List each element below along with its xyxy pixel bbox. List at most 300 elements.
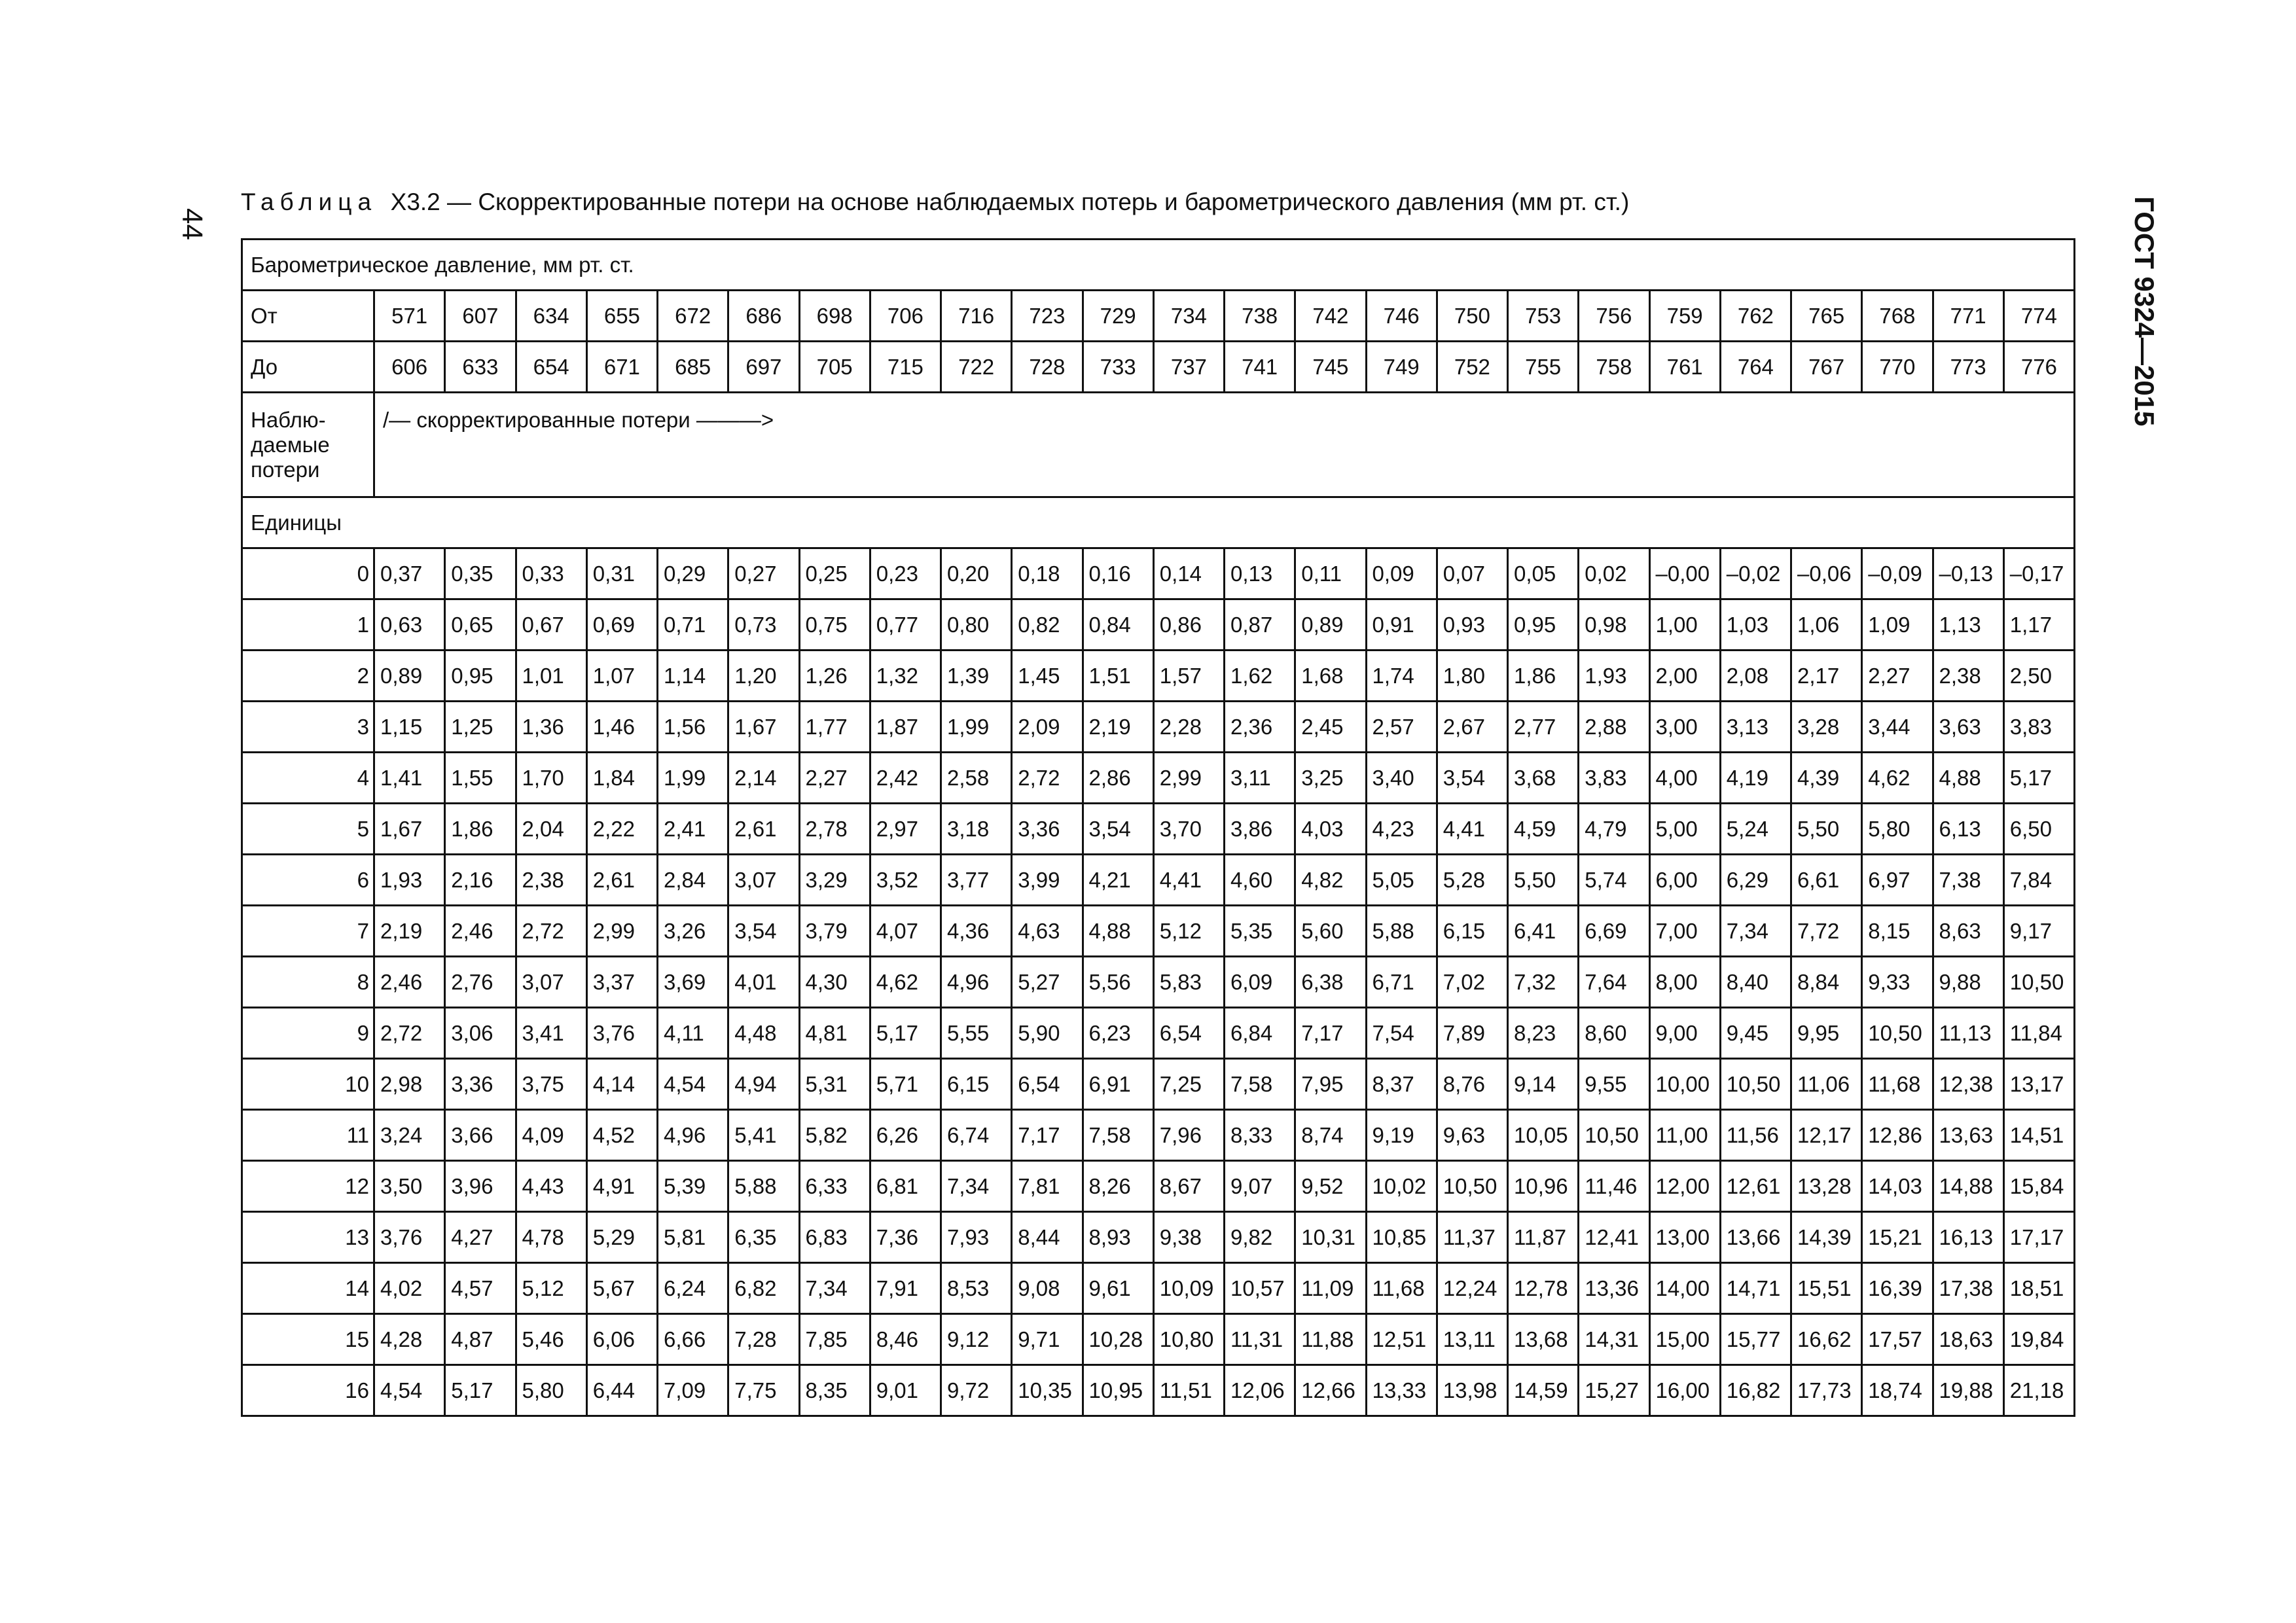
corrected-loss-cell: 5,12 bbox=[516, 1263, 586, 1314]
corrected-loss-cell: 2,58 bbox=[941, 753, 1012, 804]
corrected-loss-cell: 3,07 bbox=[516, 957, 586, 1008]
corrected-loss-cell: 1,86 bbox=[1508, 651, 1579, 702]
corrected-loss-cell: 5,88 bbox=[1366, 906, 1437, 957]
corrected-loss-cell: 7,64 bbox=[1579, 957, 1649, 1008]
corrected-loss-cell: 1,55 bbox=[445, 753, 516, 804]
row-units-value: 9 bbox=[242, 1008, 374, 1059]
corrected-loss-cell: 18,74 bbox=[1862, 1365, 1933, 1416]
from-label: От bbox=[242, 291, 374, 342]
corrected-loss-cell: 5,90 bbox=[1012, 1008, 1083, 1059]
to-value: 752 bbox=[1437, 342, 1507, 393]
corrected-loss-cell: 0,18 bbox=[1012, 548, 1083, 599]
corrected-loss-cell: 13,98 bbox=[1437, 1365, 1507, 1416]
observed-label bbox=[242, 393, 374, 497]
to-value: 606 bbox=[374, 342, 445, 393]
corrected-loss-cell: 4,62 bbox=[1862, 753, 1933, 804]
corrected-loss-cell: 2,76 bbox=[445, 957, 516, 1008]
units-row bbox=[242, 497, 2075, 548]
corrected-loss-cell: 4,09 bbox=[516, 1110, 586, 1161]
corrected-loss-cell: 10,80 bbox=[1153, 1314, 1224, 1365]
corrected-loss-cell: 2,98 bbox=[374, 1059, 445, 1110]
corrected-loss-cell: 3,00 bbox=[1649, 702, 1720, 753]
corrected-loss-cell: 12,41 bbox=[1579, 1212, 1649, 1263]
corrected-loss-cell: 2,46 bbox=[445, 906, 516, 957]
corrected-loss-cell: 4,78 bbox=[516, 1212, 586, 1263]
corrected-loss-cell: 4,43 bbox=[516, 1161, 586, 1212]
corrected-loss-cell: 4,11 bbox=[658, 1008, 728, 1059]
corrected-loss-cell: 5,60 bbox=[1295, 906, 1366, 957]
corrected-loss-cell: 4,00 bbox=[1649, 753, 1720, 804]
corrected-loss-cell: 2,72 bbox=[1012, 753, 1083, 804]
corrected-loss-cell: 1,51 bbox=[1083, 651, 1153, 702]
corrected-loss-cell: 1,99 bbox=[941, 702, 1012, 753]
corrected-loss-cell: 9,71 bbox=[1012, 1314, 1083, 1365]
corrected-loss-cell: 13,17 bbox=[2003, 1059, 2074, 1110]
corrected-loss-cell: 12,51 bbox=[1366, 1314, 1437, 1365]
corrected-loss-cell: 13,33 bbox=[1366, 1365, 1437, 1416]
corrected-loss-cell: 2,17 bbox=[1791, 651, 1862, 702]
corrected-loss-cell: 6,54 bbox=[1012, 1059, 1083, 1110]
corrected-loss-cell: 13,66 bbox=[1720, 1212, 1791, 1263]
from-value: 759 bbox=[1649, 291, 1720, 342]
caption-prefix: Таблица bbox=[241, 188, 378, 215]
to-value: 705 bbox=[799, 342, 870, 393]
to-value: 758 bbox=[1579, 342, 1649, 393]
corrected-loss-cell: 10,28 bbox=[1083, 1314, 1153, 1365]
table-row bbox=[242, 1212, 2075, 1263]
corrected-loss-cell: 8,76 bbox=[1437, 1059, 1507, 1110]
table-row bbox=[242, 753, 2075, 804]
corrected-loss-cell: 7,34 bbox=[1720, 906, 1791, 957]
corrected-loss-cell: 9,55 bbox=[1579, 1059, 1649, 1110]
table-row bbox=[242, 957, 2075, 1008]
corrected-loss-cell: 3,68 bbox=[1508, 753, 1579, 804]
corrected-loss-cell: 5,39 bbox=[658, 1161, 728, 1212]
corrected-loss-cell: 3,76 bbox=[374, 1212, 445, 1263]
corrected-loss-cell: 0,09 bbox=[1366, 548, 1437, 599]
corrected-loss-cell: 1,93 bbox=[374, 855, 445, 906]
corrected-loss-cell: 3,75 bbox=[516, 1059, 586, 1110]
to-value: 722 bbox=[941, 342, 1012, 393]
from-value: 706 bbox=[870, 291, 941, 342]
corrected-loss-cell: 11,06 bbox=[1791, 1059, 1862, 1110]
corrected-loss-cell: 7,36 bbox=[870, 1212, 941, 1263]
from-value: 686 bbox=[728, 291, 799, 342]
corrected-loss-cell: 10,00 bbox=[1649, 1059, 1720, 1110]
corrected-loss-cell: 3,66 bbox=[445, 1110, 516, 1161]
corrected-loss-cell: 10,95 bbox=[1083, 1365, 1153, 1416]
corrected-loss-cell: 13,36 bbox=[1579, 1263, 1649, 1314]
corrected-loss-cell: 7,38 bbox=[1933, 855, 2003, 906]
from-value: 738 bbox=[1225, 291, 1295, 342]
corrected-loss-cell: 11,68 bbox=[1862, 1059, 1933, 1110]
corrected-loss-cell: 2,27 bbox=[1862, 651, 1933, 702]
corrected-loss-cell: 4,96 bbox=[658, 1110, 728, 1161]
corrected-loss-cell: 8,46 bbox=[870, 1314, 941, 1365]
corrected-loss-cell: 2,38 bbox=[516, 855, 586, 906]
corrected-loss-cell: 3,11 bbox=[1225, 753, 1295, 804]
to-value: 749 bbox=[1366, 342, 1437, 393]
row-units-value: 0 bbox=[242, 548, 374, 599]
corrected-loss-cell: 2,72 bbox=[374, 1008, 445, 1059]
corrected-loss-cell: 9,72 bbox=[941, 1365, 1012, 1416]
from-row bbox=[242, 291, 2075, 342]
to-value: 633 bbox=[445, 342, 516, 393]
corrected-loss-cell: 2,41 bbox=[658, 804, 728, 855]
corrected-loss-cell: 1,03 bbox=[1720, 599, 1791, 651]
row-units-value: 8 bbox=[242, 957, 374, 1008]
corrected-loss-cell: 1,39 bbox=[941, 651, 1012, 702]
corrected-loss-cell: 1,36 bbox=[516, 702, 586, 753]
corrected-loss-cell: 7,85 bbox=[799, 1314, 870, 1365]
corrected-loss-cell: 5,00 bbox=[1649, 804, 1720, 855]
corrected-loss-cell: –0,02 bbox=[1720, 548, 1791, 599]
corrected-loss-cell: 3,77 bbox=[941, 855, 1012, 906]
corrected-loss-cell: 8,35 bbox=[799, 1365, 870, 1416]
corrected-loss-cell: 13,00 bbox=[1649, 1212, 1720, 1263]
corrected-loss-cell: 9,33 bbox=[1862, 957, 1933, 1008]
from-value: 742 bbox=[1295, 291, 1366, 342]
corrected-loss-cell: 4,28 bbox=[374, 1314, 445, 1365]
corrected-loss-cell: 3,26 bbox=[658, 906, 728, 957]
corrected-loss-cell: 3,44 bbox=[1862, 702, 1933, 753]
corrected-loss-cell: 5,31 bbox=[799, 1059, 870, 1110]
corrected-loss-cell: 7,34 bbox=[941, 1161, 1012, 1212]
corrected-loss-cell: 6,23 bbox=[1083, 1008, 1153, 1059]
from-value: 768 bbox=[1862, 291, 1933, 342]
corrected-loss-cell: 11,09 bbox=[1295, 1263, 1366, 1314]
to-value: 671 bbox=[586, 342, 657, 393]
corrected-loss-cell: 2,61 bbox=[728, 804, 799, 855]
table-row bbox=[242, 1161, 2075, 1212]
corrected-loss-cell: 9,17 bbox=[2003, 906, 2074, 957]
corrected-loss-cell: 12,86 bbox=[1862, 1110, 1933, 1161]
corrected-loss-cell: 6,84 bbox=[1225, 1008, 1295, 1059]
corrected-loss-cell: 7,32 bbox=[1508, 957, 1579, 1008]
corrected-loss-cell: 0,05 bbox=[1508, 548, 1579, 599]
observed-label-line: Наблю- bbox=[251, 408, 326, 432]
from-value: 771 bbox=[1933, 291, 2003, 342]
corrected-loss-cell: 3,69 bbox=[658, 957, 728, 1008]
corrected-loss-cell: 6,50 bbox=[2003, 804, 2074, 855]
corrected-loss-cell: 17,73 bbox=[1791, 1365, 1862, 1416]
corrected-loss-cell: 17,57 bbox=[1862, 1314, 1933, 1365]
to-value: 737 bbox=[1153, 342, 1224, 393]
corrected-loss-cell: 14,51 bbox=[2003, 1110, 2074, 1161]
corrected-label: /— скорректированные потери ———> bbox=[374, 393, 2075, 497]
corrected-loss-cell: 10,50 bbox=[1579, 1110, 1649, 1161]
corrected-loss-cell: 4,91 bbox=[586, 1161, 657, 1212]
corrected-loss-cell: 5,67 bbox=[586, 1263, 657, 1314]
corrected-loss-cell: 0,25 bbox=[799, 548, 870, 599]
corrected-loss-cell: 5,82 bbox=[799, 1110, 870, 1161]
corrected-loss-cell: 5,50 bbox=[1508, 855, 1579, 906]
corrected-loss-cell: 3,36 bbox=[445, 1059, 516, 1110]
corrected-loss-cell: 7,93 bbox=[941, 1212, 1012, 1263]
corrected-loss-cell: 12,61 bbox=[1720, 1161, 1791, 1212]
corrected-loss-cell: 12,78 bbox=[1508, 1263, 1579, 1314]
corrected-loss-cell: 16,13 bbox=[1933, 1212, 2003, 1263]
corrected-loss-cell: 3,28 bbox=[1791, 702, 1862, 753]
corrected-loss-cell: 10,09 bbox=[1153, 1263, 1224, 1314]
corrected-loss-cell: 0,87 bbox=[1225, 599, 1295, 651]
corrected-loss-cell: 3,99 bbox=[1012, 855, 1083, 906]
row-units-value: 2 bbox=[242, 651, 374, 702]
corrected-loss-cell: 11,13 bbox=[1933, 1008, 2003, 1059]
corrected-loss-cell: 8,15 bbox=[1862, 906, 1933, 957]
to-value: 728 bbox=[1012, 342, 1083, 393]
corrected-loss-cell: 2,27 bbox=[799, 753, 870, 804]
corrected-loss-cell: 4,41 bbox=[1153, 855, 1224, 906]
corrected-loss-cell: 6,38 bbox=[1295, 957, 1366, 1008]
from-value: 723 bbox=[1012, 291, 1083, 342]
row-units-value: 16 bbox=[242, 1365, 374, 1416]
observed-label-line: потери bbox=[251, 457, 320, 482]
corrected-loss-cell: 6,29 bbox=[1720, 855, 1791, 906]
corrected-loss-cell: 14,03 bbox=[1862, 1161, 1933, 1212]
corrected-loss-cell: 1,86 bbox=[445, 804, 516, 855]
corrected-loss-cell: 2,78 bbox=[799, 804, 870, 855]
corrected-loss-cell: 5,27 bbox=[1012, 957, 1083, 1008]
corrected-loss-cell: 4,21 bbox=[1083, 855, 1153, 906]
corrected-loss-cell: 1,87 bbox=[870, 702, 941, 753]
corrected-loss-cell: 6,83 bbox=[799, 1212, 870, 1263]
corrected-loss-cell: 11,68 bbox=[1366, 1263, 1437, 1314]
to-value: 654 bbox=[516, 342, 586, 393]
corrected-loss-cell: 0,95 bbox=[1508, 599, 1579, 651]
row-units-value: 1 bbox=[242, 599, 374, 651]
table-row bbox=[242, 548, 2075, 599]
corrected-loss-cell: 8,23 bbox=[1508, 1008, 1579, 1059]
corrected-loss-cell: 6,69 bbox=[1579, 906, 1649, 957]
corrected-loss-cell: 3,36 bbox=[1012, 804, 1083, 855]
corrected-loss-cell: 9,12 bbox=[941, 1314, 1012, 1365]
corrected-loss-cell: 2,14 bbox=[728, 753, 799, 804]
corrected-loss-cell: 1,01 bbox=[516, 651, 586, 702]
corrected-loss-cell: 13,28 bbox=[1791, 1161, 1862, 1212]
corrected-loss-cell: 2,72 bbox=[516, 906, 586, 957]
header-title: Барометрическое давление, мм рт. ст. bbox=[242, 240, 2075, 291]
corrected-loss-cell: 8,93 bbox=[1083, 1212, 1153, 1263]
corrected-loss-cell: 3,18 bbox=[941, 804, 1012, 855]
corrected-loss-cell: 5,24 bbox=[1720, 804, 1791, 855]
corrected-loss-cell: 3,54 bbox=[728, 906, 799, 957]
corrected-loss-cell: 3,83 bbox=[2003, 702, 2074, 753]
corrected-loss-cell: 10,96 bbox=[1508, 1161, 1579, 1212]
to-value: 770 bbox=[1862, 342, 1933, 393]
corrected-loss-cell: 6,41 bbox=[1508, 906, 1579, 957]
from-value: 734 bbox=[1153, 291, 1224, 342]
corrected-loss-cell: 2,19 bbox=[374, 906, 445, 957]
corrected-loss-cell: 8,60 bbox=[1579, 1008, 1649, 1059]
corrected-loss-cell: 1,62 bbox=[1225, 651, 1295, 702]
row-units-value: 13 bbox=[242, 1212, 374, 1263]
corrected-loss-cell: 7,58 bbox=[1083, 1110, 1153, 1161]
corrected-loss-cell: 8,74 bbox=[1295, 1110, 1366, 1161]
corrected-loss-cell: 1,68 bbox=[1295, 651, 1366, 702]
corrected-loss-cell: 3,79 bbox=[799, 906, 870, 957]
corrected-loss-cell: 7,72 bbox=[1791, 906, 1862, 957]
corrected-loss-cell: 3,76 bbox=[586, 1008, 657, 1059]
corrected-loss-cell: 2,45 bbox=[1295, 702, 1366, 753]
corrected-loss-cell: 9,38 bbox=[1153, 1212, 1224, 1263]
corrected-loss-cell: 9,61 bbox=[1083, 1263, 1153, 1314]
corrected-loss-cell: 1,26 bbox=[799, 651, 870, 702]
corrected-loss-cell: 12,06 bbox=[1225, 1365, 1295, 1416]
to-value: 764 bbox=[1720, 342, 1791, 393]
corrected-loss-cell: 1,06 bbox=[1791, 599, 1862, 651]
from-value: 698 bbox=[799, 291, 870, 342]
corrected-loss-cell: 12,00 bbox=[1649, 1161, 1720, 1212]
corrected-loss-cell: 6,33 bbox=[799, 1161, 870, 1212]
corrected-loss-cell: 0,63 bbox=[374, 599, 445, 651]
from-value: 607 bbox=[445, 291, 516, 342]
corrected-loss-cell: 11,56 bbox=[1720, 1110, 1791, 1161]
corrected-loss-cell: 5,74 bbox=[1579, 855, 1649, 906]
corrected-loss-cell: 5,17 bbox=[445, 1365, 516, 1416]
corrected-loss-cell: 0,37 bbox=[374, 548, 445, 599]
corrected-loss-cell: 5,88 bbox=[728, 1161, 799, 1212]
corrected-loss-cell: 17,17 bbox=[2003, 1212, 2074, 1263]
corrected-loss-cell: 6,97 bbox=[1862, 855, 1933, 906]
to-value: 773 bbox=[1933, 342, 2003, 393]
corrected-loss-cell: –0,09 bbox=[1862, 548, 1933, 599]
corrected-loss-cell: 0,77 bbox=[870, 599, 941, 651]
from-value: 762 bbox=[1720, 291, 1791, 342]
corrected-loss-cell: 8,26 bbox=[1083, 1161, 1153, 1212]
corrected-loss-cell: 18,63 bbox=[1933, 1314, 2003, 1365]
corrected-loss-cell: 3,50 bbox=[374, 1161, 445, 1212]
corrected-loss-cell: 16,39 bbox=[1862, 1263, 1933, 1314]
to-value: 767 bbox=[1791, 342, 1862, 393]
table-row bbox=[242, 1059, 2075, 1110]
corrected-loss-cell: 5,71 bbox=[870, 1059, 941, 1110]
corrected-loss-cell: 4,07 bbox=[870, 906, 941, 957]
corrected-loss-cell: 2,61 bbox=[586, 855, 657, 906]
corrected-loss-cell: 4,79 bbox=[1579, 804, 1649, 855]
page-number: 44 bbox=[176, 208, 208, 240]
corrected-loss-cell: 2,09 bbox=[1012, 702, 1083, 753]
corrected-loss-cell: 10,35 bbox=[1012, 1365, 1083, 1416]
corrected-loss-cell: 14,88 bbox=[1933, 1161, 2003, 1212]
row-units-value: 10 bbox=[242, 1059, 374, 1110]
corrected-loss-cell: 4,59 bbox=[1508, 804, 1579, 855]
corrected-loss-cell: 11,37 bbox=[1437, 1212, 1507, 1263]
corrected-loss-cell: 0,82 bbox=[1012, 599, 1083, 651]
corrected-loss-cell: 4,81 bbox=[799, 1008, 870, 1059]
corrected-loss-cell: 0,11 bbox=[1295, 548, 1366, 599]
corrected-loss-cell: 15,77 bbox=[1720, 1314, 1791, 1365]
corrected-loss-cell: 5,12 bbox=[1153, 906, 1224, 957]
row-units-value: 6 bbox=[242, 855, 374, 906]
corrected-loss-cell: 1,67 bbox=[374, 804, 445, 855]
corrected-loss-cell: 3,86 bbox=[1225, 804, 1295, 855]
corrected-loss-cell: 9,63 bbox=[1437, 1110, 1507, 1161]
corrected-loss-cell: 0,29 bbox=[658, 548, 728, 599]
observed-label-line: даемые bbox=[251, 433, 330, 457]
corrected-loss-cell: 5,80 bbox=[1862, 804, 1933, 855]
corrected-loss-cell: 1,93 bbox=[1579, 651, 1649, 702]
corrected-loss-cell: 3,29 bbox=[799, 855, 870, 906]
corrected-loss-cell: 1,80 bbox=[1437, 651, 1507, 702]
table-row bbox=[242, 651, 2075, 702]
corrected-loss-cell: 3,54 bbox=[1083, 804, 1153, 855]
corrected-loss-cell: 4,82 bbox=[1295, 855, 1366, 906]
corrected-loss-cell: 0,67 bbox=[516, 599, 586, 651]
table-row bbox=[242, 599, 2075, 651]
corrected-loss-cell: 6,91 bbox=[1083, 1059, 1153, 1110]
corrected-loss-cell: 5,81 bbox=[658, 1212, 728, 1263]
from-value: 774 bbox=[2003, 291, 2074, 342]
table-row bbox=[242, 906, 2075, 957]
corrected-loss-cell: 0,89 bbox=[1295, 599, 1366, 651]
corrected-loss-cell: 5,28 bbox=[1437, 855, 1507, 906]
corrected-loss-cell: 8,37 bbox=[1366, 1059, 1437, 1110]
corrected-loss-cell: 8,53 bbox=[941, 1263, 1012, 1314]
corrected-loss-cell: 0,93 bbox=[1437, 599, 1507, 651]
corrected-loss-cell: 10,85 bbox=[1366, 1212, 1437, 1263]
corrected-loss-cell: 7,95 bbox=[1295, 1059, 1366, 1110]
corrected-loss-cell: 18,51 bbox=[2003, 1263, 2074, 1314]
corrected-loss-cell: 6,66 bbox=[658, 1314, 728, 1365]
corrected-loss-cell: 3,25 bbox=[1295, 753, 1366, 804]
corrected-loss-cell: –0,17 bbox=[2003, 548, 2074, 599]
corrected-loss-cell: 16,00 bbox=[1649, 1365, 1720, 1416]
to-label: До bbox=[242, 342, 374, 393]
corrected-loss-cell: 2,36 bbox=[1225, 702, 1295, 753]
corrected-loss-cell: 3,41 bbox=[516, 1008, 586, 1059]
corrected-loss-cell: 0,33 bbox=[516, 548, 586, 599]
corrected-loss-cell: –0,13 bbox=[1933, 548, 2003, 599]
row-units-value: 3 bbox=[242, 702, 374, 753]
corrected-loss-cell: 3,52 bbox=[870, 855, 941, 906]
corrected-loss-cell: 1,09 bbox=[1862, 599, 1933, 651]
to-value: 761 bbox=[1649, 342, 1720, 393]
row-units-value: 12 bbox=[242, 1161, 374, 1212]
corrected-loss-cell: 4,27 bbox=[445, 1212, 516, 1263]
corrected-loss-cell: 8,40 bbox=[1720, 957, 1791, 1008]
corrected-loss-cell: 2,28 bbox=[1153, 702, 1224, 753]
to-value: 741 bbox=[1225, 342, 1295, 393]
from-value: 729 bbox=[1083, 291, 1153, 342]
corrected-loss-cell: –0,00 bbox=[1649, 548, 1720, 599]
corrected-loss-cell: 13,68 bbox=[1508, 1314, 1579, 1365]
to-value: 715 bbox=[870, 342, 941, 393]
corrected-loss-cell: 1,99 bbox=[658, 753, 728, 804]
corrected-loss-cell: 6,15 bbox=[941, 1059, 1012, 1110]
table-row bbox=[242, 855, 2075, 906]
corrected-loss-cell: 1,77 bbox=[799, 702, 870, 753]
header-title-row bbox=[242, 240, 2075, 291]
corrected-loss-cell: 8,63 bbox=[1933, 906, 2003, 957]
corrected-loss-cell: 2,08 bbox=[1720, 651, 1791, 702]
corrected-loss-cell: 4,94 bbox=[728, 1059, 799, 1110]
corrected-loss-cell: 6,71 bbox=[1366, 957, 1437, 1008]
corrected-loss-cell: 3,83 bbox=[1579, 753, 1649, 804]
corrected-loss-cell: 12,17 bbox=[1791, 1110, 1862, 1161]
corrected-loss-cell: 5,56 bbox=[1083, 957, 1153, 1008]
table-row bbox=[242, 1314, 2075, 1365]
corrected-loss-cell: 5,17 bbox=[2003, 753, 2074, 804]
corrected-loss-cell: 6,44 bbox=[586, 1365, 657, 1416]
corrected-loss-cell: 2,88 bbox=[1579, 702, 1649, 753]
corrected-loss-cell: 4,23 bbox=[1366, 804, 1437, 855]
corrected-loss-cell: 8,33 bbox=[1225, 1110, 1295, 1161]
corrected-loss-cell: 1,45 bbox=[1012, 651, 1083, 702]
corrected-loss-cell: 1,20 bbox=[728, 651, 799, 702]
corrected-loss-cell: 4,19 bbox=[1720, 753, 1791, 804]
corrected-loss-cell: 14,31 bbox=[1579, 1314, 1649, 1365]
